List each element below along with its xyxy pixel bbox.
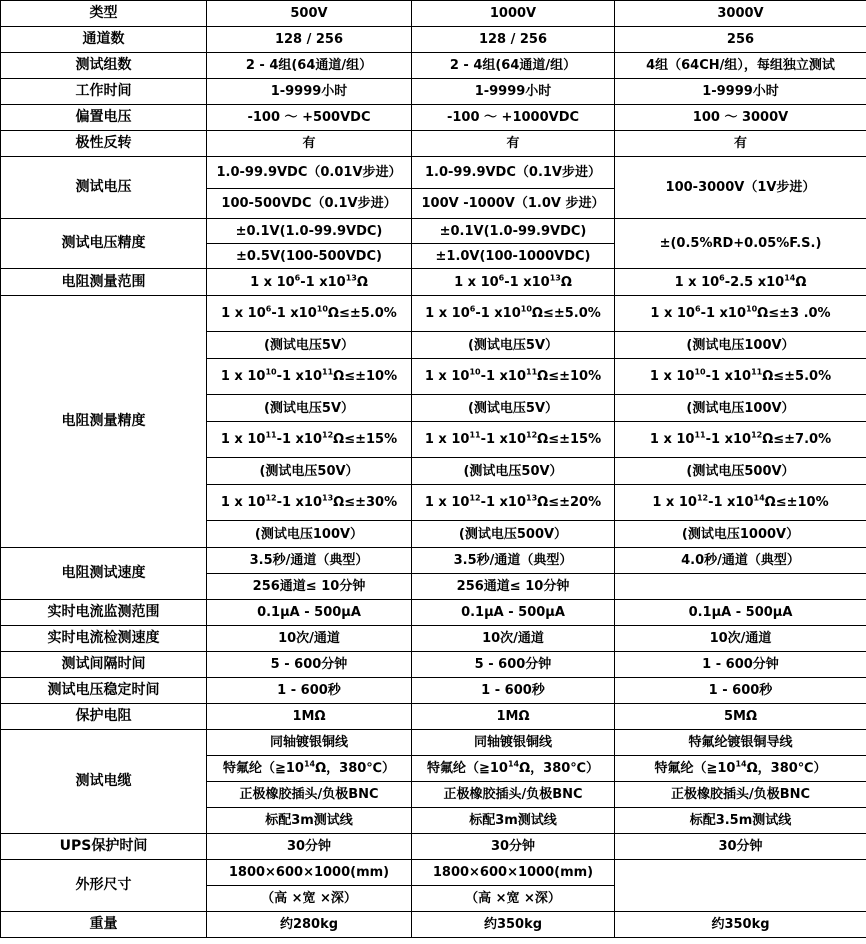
cell-1000v: 1 x $10^6-1$ $x10^{10}\Omega\le\pm 5.0\%$	[412, 296, 615, 332]
cell-500v: 100-500VDC（0.1V步进）	[207, 189, 412, 219]
row-type	[1, 1, 866, 27]
cell-500v: ±0.5V(100-500VDC)	[207, 244, 412, 269]
cell-1000v: 1 x $10^{12}-1$ $x10^{13}\Omega\le\pm 20\%$	[412, 485, 615, 521]
cell-3000v: 4组（64CH/组），每组独立测试	[615, 53, 866, 79]
cell-3000v: 10次/通道	[615, 626, 866, 652]
cell-500v: 500V	[207, 1, 412, 27]
row-label: 保护电阻	[1, 704, 207, 730]
cell-3000v: 1 x $10^{10}-1$ $x10^{11}\Omega\le\pm 5.0\%$	[615, 359, 866, 395]
cell-500v: (测试电压5V）	[207, 395, 412, 422]
cell-500v: （高 ×宽 ×深）	[207, 886, 412, 912]
cell-3000v: 1 - 600秒	[615, 678, 866, 704]
cell-500v: 1 x $10^{12}-1$ $x10^{13}\Omega\le\pm 30\%$	[207, 485, 412, 521]
cell-500v: 同轴镀银铜线	[207, 730, 412, 756]
cell-3000v: 1 x $10^{12}-1$ $x10^{14}\Omega\le\pm 10\%$	[615, 485, 866, 521]
cell-1000v: 5 - 600分钟	[412, 652, 615, 678]
cell-1000v: 有	[412, 131, 615, 157]
row-label: 重量	[1, 912, 207, 938]
cell-1000v: 256通道≤ 10分钟	[412, 574, 615, 600]
row-label: 测试电压	[1, 157, 207, 219]
cell-500v: (测试电压50V）	[207, 458, 412, 485]
cell-3000v: 30分钟	[615, 834, 866, 860]
row-label: 极性反转	[1, 131, 207, 157]
cell-500v: 1 x $10^6-1$ $x10^{13}\Omega$	[207, 269, 412, 296]
cell-500v: (测试电压5V）	[207, 332, 412, 359]
cell-1000v: 30分钟	[412, 834, 615, 860]
row-current-range	[1, 600, 866, 626]
cell-3000v: 1 x $10^{11}-1$ $x10^{12}\Omega\le\pm 7.0\%$	[615, 422, 866, 458]
cell-3000v: 3000V	[615, 1, 866, 27]
cell-3000v: 有	[615, 131, 866, 157]
cell-1000v: 3.5秒/通道（典型）	[412, 548, 615, 574]
cell-500v: 特氟纶（$≧10^{14}\Omega$，380℃）	[207, 756, 412, 782]
cell-1000v: (测试电压5V）	[412, 332, 615, 359]
cell-3000v: 约350kg	[615, 912, 866, 938]
cell-1000v: 约350kg	[412, 912, 615, 938]
row-stabilize-time	[1, 678, 866, 704]
row-label: 电阻测量范围	[1, 269, 207, 296]
cell-1000v: 同轴镀银铜线	[412, 730, 615, 756]
cell-1000v: -100 ～ +1000VDC	[412, 105, 615, 131]
cell-3000v: 1 x $10^6-1$ $x10^{10}\Omega\le\pm 3$ .0%	[615, 296, 866, 332]
row-label: 测试间隔时间	[1, 652, 207, 678]
cell-500v: 256通道≤ 10分钟	[207, 574, 412, 600]
row-label: 测试电压精度	[1, 219, 207, 269]
cell-1000v: ±0.1V(1.0-99.9VDC)	[412, 219, 615, 244]
cell-500v: 1-9999小时	[207, 79, 412, 105]
cell-3000v: 1-9999小时	[615, 79, 866, 105]
row-label: 实时电流监测范围	[1, 600, 207, 626]
cell-500v: 5 - 600分钟	[207, 652, 412, 678]
cell-500v: 3.5秒/通道（典型）	[207, 548, 412, 574]
cell-1000v: 正极橡胶插头/负极BNC	[412, 782, 615, 808]
row-voltage-accuracy	[1, 219, 866, 244]
row-label: 实时电流检测速度	[1, 626, 207, 652]
cell-3000v: 4.0秒/通道（典型）	[615, 548, 866, 574]
row-test-interval	[1, 652, 866, 678]
row-work-time	[1, 79, 866, 105]
cell-500v: 1800×600×1000(mm)	[207, 860, 412, 886]
cell-1000v: 特氟纶（$≧10^{14}\Omega$，380℃）	[412, 756, 615, 782]
row-label: 电阻测试速度	[1, 548, 207, 600]
row-label: UPS保护时间	[1, 834, 207, 860]
cell-500v: ±0.1V(1.0-99.9VDC)	[207, 219, 412, 244]
cell-500v: 2 - 4组(64通道/组）	[207, 53, 412, 79]
cell-1000v: （高 ×宽 ×深）	[412, 886, 615, 912]
cell-3000v: 1 x $10^6-2.5$ $x10^{14}\Omega$	[615, 269, 866, 296]
cell-1000v: ±1.0V(100-1000VDC)	[412, 244, 615, 269]
cell-3000v: 100-3000V（1V步进）	[615, 157, 866, 219]
cell-1000v: 1 x $10^{11}-1$ $x10^{12}\Omega\le\pm 15\%$	[412, 422, 615, 458]
cell-500v: 1 x $10^{10}-1$ $x10^{11}\Omega\le\pm 10\%$	[207, 359, 412, 395]
cell-3000v: 100 ～ 3000V	[615, 105, 866, 131]
row-label: 通道数	[1, 27, 207, 53]
cell-1000v: 1 - 600秒	[412, 678, 615, 704]
row-ups	[1, 834, 866, 860]
cell-3000v: (测试电压1000V）	[615, 521, 866, 548]
row-label: 类型	[1, 1, 207, 27]
row-label: 测试电缆	[1, 730, 207, 834]
cell-3000v: 特氟纶（$≧10^{14}\Omega$，380℃）	[615, 756, 866, 782]
cell-3000v: 特氟纶镀银铜导线	[615, 730, 866, 756]
cell-1000v: (测试电压5V）	[412, 395, 615, 422]
cell-3000v-empty	[615, 574, 866, 600]
cell-500v: 1.0-99.9VDC（0.01V步进）	[207, 157, 412, 189]
cell-1000v: 10次/通道	[412, 626, 615, 652]
cell-1000v: 标配3m测试线	[412, 808, 615, 834]
cell-500v: 约280kg	[207, 912, 412, 938]
cell-3000v: 1 - 600分钟	[615, 652, 866, 678]
cell-1000v: (测试电压50V）	[412, 458, 615, 485]
cell-500v: 正极橡胶插头/负极BNC	[207, 782, 412, 808]
cell-500v: 1 x $10^6-1$ $x10^{10}\Omega\le\pm 5.0\%$	[207, 296, 412, 332]
row-resistance-accuracy	[1, 296, 866, 332]
cell-500v: 128 / 256	[207, 27, 412, 53]
cell-3000v: 正极橡胶插头/负极BNC	[615, 782, 866, 808]
cell-500v: -100 ～ +500VDC	[207, 105, 412, 131]
cell-3000v: (测试电压500V）	[615, 458, 866, 485]
cell-1000v: (测试电压500V）	[412, 521, 615, 548]
cell-1000v: 1MΩ	[412, 704, 615, 730]
row-current-speed	[1, 626, 866, 652]
cell-3000v	[615, 860, 866, 912]
cell-1000v: 0.1μA - 500μA	[412, 600, 615, 626]
row-protect-resistor	[1, 704, 866, 730]
cell-1000v: 1800×600×1000(mm)	[412, 860, 615, 886]
cell-3000v: ±(0.5%RD+0.05%F.S.)	[615, 219, 866, 269]
cell-500v: 标配3m测试线	[207, 808, 412, 834]
cell-3000v: (测试电压100V）	[615, 395, 866, 422]
row-label: 工作时间	[1, 79, 207, 105]
cell-3000v: 0.1μA - 500μA	[615, 600, 866, 626]
cell-1000v: 1.0-99.9VDC（0.1V步进）	[412, 157, 615, 189]
cell-1000v: 100V -1000V（1.0V 步进）	[412, 189, 615, 219]
cell-1000v: 1-9999小时	[412, 79, 615, 105]
row-cable	[1, 730, 866, 756]
cell-1000v: 128 / 256	[412, 27, 615, 53]
row-test-speed	[1, 548, 866, 574]
cell-3000v: (测试电压100V）	[615, 332, 866, 359]
row-label: 外形尺寸	[1, 860, 207, 912]
row-label: 电阻测量精度	[1, 296, 207, 548]
row-bias-voltage	[1, 105, 866, 131]
cell-500v: 1 - 600秒	[207, 678, 412, 704]
row-label: 测试电压稳定时间	[1, 678, 207, 704]
cell-500v: 1 x $10^{11}-1$ $x10^{12}\Omega\le\pm 15\%$	[207, 422, 412, 458]
cell-1000v: 2 - 4组(64通道/组）	[412, 53, 615, 79]
row-label: 偏置电压	[1, 105, 207, 131]
cell-500v: 有	[207, 131, 412, 157]
cell-500v: 0.1μA - 500μA	[207, 600, 412, 626]
row-weight	[1, 912, 866, 938]
row-dimensions	[1, 860, 866, 886]
cell-500v: 1MΩ	[207, 704, 412, 730]
row-polarity	[1, 131, 866, 157]
cell-500v: 10次/通道	[207, 626, 412, 652]
cell-3000v: 5MΩ	[615, 704, 866, 730]
row-label: 测试组数	[1, 53, 207, 79]
row-channels	[1, 27, 866, 53]
cell-500v: (测试电压100V）	[207, 521, 412, 548]
row-groups	[1, 53, 866, 79]
cell-3000v: 标配3.5m测试线	[615, 808, 866, 834]
cell-1000v: 1000V	[412, 1, 615, 27]
cell-1000v: 1 x $10^6-1$ $x10^{13}\Omega$	[412, 269, 615, 296]
row-test-voltage	[1, 157, 866, 189]
row-resistance-range	[1, 269, 866, 296]
cell-3000v: 256	[615, 27, 866, 53]
cell-500v: 30分钟	[207, 834, 412, 860]
cell-1000v: 1 x $10^{10}-1$ $x10^{11}\Omega\le\pm 10\%$	[412, 359, 615, 395]
